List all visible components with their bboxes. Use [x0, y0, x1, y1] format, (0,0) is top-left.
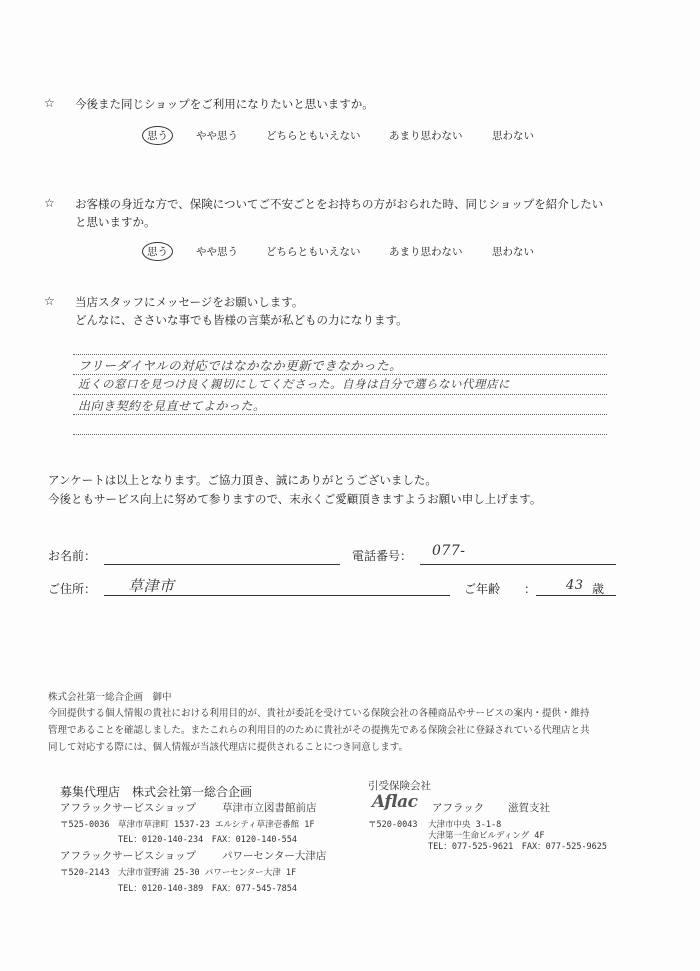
insurer-address-2: 大津第一生命ビルディング 4F	[428, 831, 545, 841]
q1-option-omowanai[interactable]: 思わない	[492, 130, 534, 142]
message-rule	[73, 414, 607, 415]
shop1-branch: 草津市立図書館前店	[222, 802, 317, 814]
privacy-text-2: 管理であることを確認しました。またこれらの利用目的のために貴社がその提携先である保険会社に登録されている代理店と共	[48, 725, 590, 736]
shop2-branch: パワーセンター大津店	[222, 850, 327, 862]
phone-label: 電話番号：	[352, 549, 413, 563]
shop2-name: アフラックサービスショップ	[60, 850, 197, 862]
name-label: お名前：	[48, 549, 97, 563]
agency-label: 募集代理店	[60, 785, 121, 799]
insurer-tel: TEL：077-525-9621 FAX：077-525-9625	[428, 842, 608, 852]
privacy-text-3: 同して対応する際には、個人情報が当該代理店に提供されることにつき同意します。	[48, 742, 409, 753]
insurer-label: 引受保険会社	[368, 780, 431, 792]
q2-option-yaya-omou[interactable]: やや思う	[196, 246, 238, 258]
shop1-tel: TEL：0120-140-234 FAX：0120-140-554	[118, 835, 298, 845]
message-rule	[73, 394, 607, 395]
message-rule	[73, 354, 607, 355]
phone-field[interactable]	[420, 564, 616, 565]
name-field[interactable]	[104, 564, 340, 565]
q1-option-yaya-omou[interactable]: やや思う	[196, 130, 238, 142]
privacy-text-1: 今回提供する個人情報の貴社における利用目的が、貴社が委託を受けている保険会社の各種商品やサービスの案内・提供・維持	[48, 708, 590, 719]
insurer-address-1: 大津市中央 3-1-8	[428, 820, 502, 830]
message-rule	[73, 434, 607, 435]
message-line-1: フリーダイヤルの対応ではなかなか更新できなかった。	[78, 358, 403, 373]
q1-option-amari[interactable]: あまり思わない	[389, 130, 463, 142]
aflac-logo: Aflac	[372, 792, 418, 812]
q2-option-amari[interactable]: あまり思わない	[389, 246, 463, 258]
shop2-tel: TEL：0120-140-389 FAX：077-545-7854	[118, 884, 298, 894]
q1-option-dochira[interactable]: どちらともいえない	[266, 130, 361, 142]
star-bullet-2: ☆	[44, 196, 55, 210]
star-bullet-3: ☆	[44, 294, 55, 308]
insurer-branch: 滋賀支社	[508, 802, 550, 814]
message-rule	[73, 374, 607, 375]
insurer-name: アフラック	[432, 802, 485, 814]
closing-line-1: アンケートは以上となります。ご協力頂き、誠にありがとうございました。	[48, 473, 437, 487]
q2-option-omou[interactable]: 思う	[142, 242, 173, 261]
q1-option-omou[interactable]: 思う	[142, 126, 173, 145]
shop1-address: 〒525-0036 草津市草津町 1537-23 エルシティ草津壱番館 1F	[60, 820, 315, 830]
address-value: 草津市	[128, 577, 175, 595]
shop1-name: アフラックサービスショップ	[60, 802, 197, 814]
address-label: ご住所：	[48, 582, 97, 596]
address-field[interactable]	[104, 595, 450, 596]
age-unit: 歳	[592, 582, 605, 596]
star-bullet-1: ☆	[44, 96, 55, 110]
q2-option-dochira[interactable]: どちらともいえない	[266, 246, 361, 258]
age-colon: ：	[524, 582, 537, 596]
question-3-text-line2: どんなに、ささいな事でも皆様の言葉が私どもの力になります。	[75, 313, 408, 327]
question-2-text-line2: と思いますか。	[75, 215, 156, 229]
age-field[interactable]	[536, 595, 616, 596]
message-line-3: 出向き契約を見直せてよかった。	[78, 399, 266, 413]
shop2-address: 〒520-2143 大津市萱野浦 25-30 パワーセンター大津 1F	[60, 868, 297, 878]
q2-option-omowanai[interactable]: 思わない	[492, 246, 534, 258]
message-line-2: 近くの窓口を見つけ良く親切にしてくださった。自身は自分で選らない代理店に	[78, 377, 510, 391]
age-value: 43	[566, 578, 584, 593]
age-label: ご年齢	[464, 582, 501, 596]
phone-value: 077-	[432, 543, 466, 559]
question-1-text: 今後また同じショップをご利用になりたいと思いますか。	[75, 97, 374, 111]
agency-company: 株式会社第一総合企画	[132, 785, 253, 799]
question-2-text-line1: お客様の身近な方で、保険についてご不安ごとをお持ちの方がおられた時、同じショップを紹介したい	[75, 197, 604, 211]
insurer-postal: 〒520-0043	[368, 820, 418, 830]
closing-line-2: 今後ともサービス向上に努めて参りますので、末永くご愛顧頂きますようお願い申し上げます。	[48, 492, 542, 506]
privacy-addressee: 株式会社第一総合企画 御中	[48, 692, 172, 703]
question-3-text-line1: 当店スタッフにメッセージをお願いします。	[75, 295, 304, 309]
